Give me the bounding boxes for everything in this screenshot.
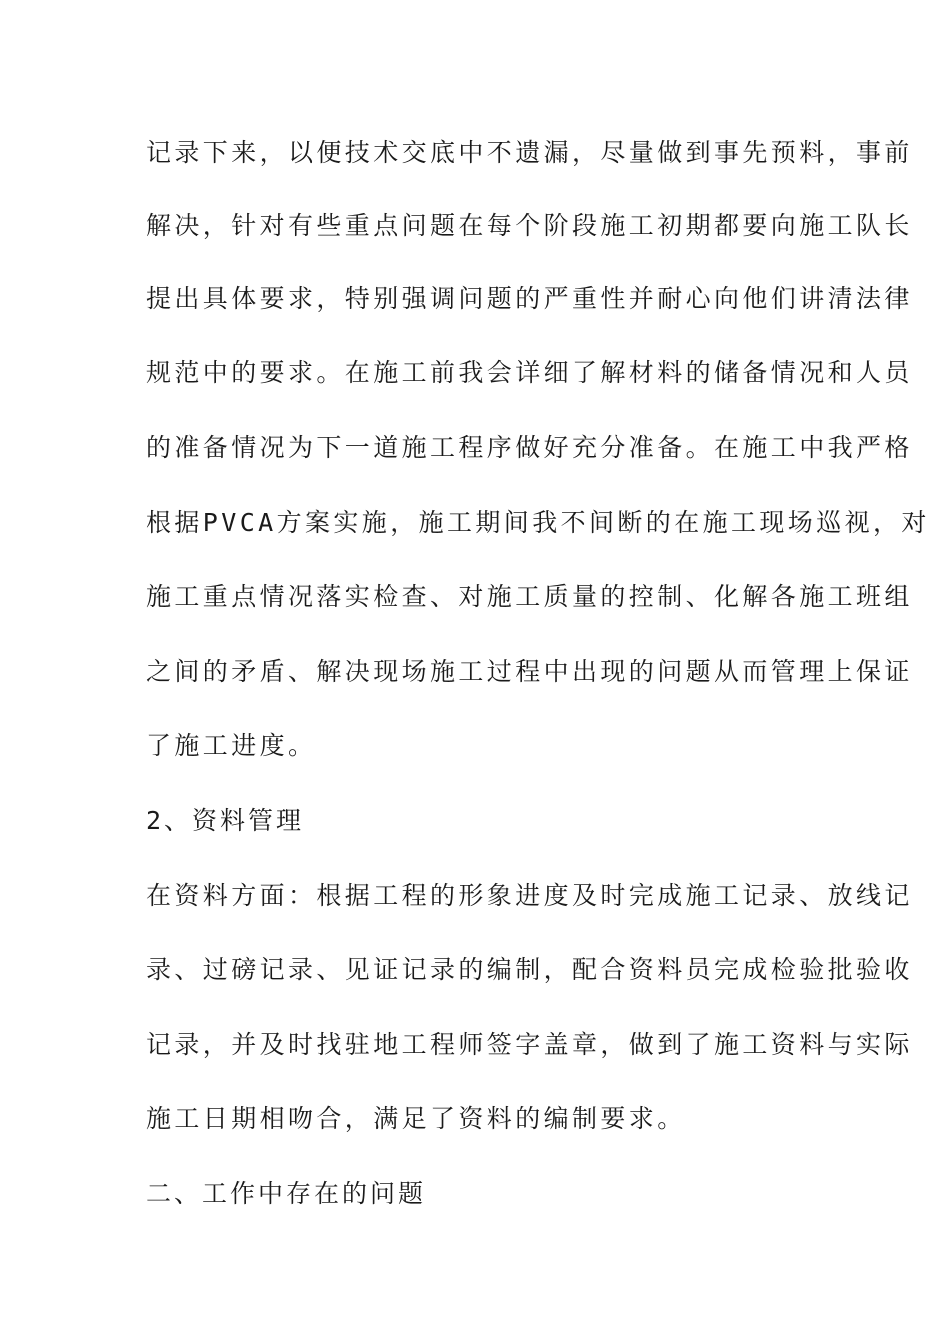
paragraph-line: 的准备情况为下一道施工程序做好充分准备。在施工中我严格 — [146, 433, 913, 462]
paragraph-line: 在资料方面：根据工程的形象进度及时完成施工记录、放线记 — [146, 881, 913, 910]
paragraph-line: 施工日期相吻合，满足了资料的编制要求。 — [146, 1104, 686, 1133]
paragraph-line: 之间的矛盾、解决现场施工过程中出现的问题从而管理上保证 — [146, 657, 913, 686]
paragraph-line: 录、过磅记录、见证记录的编制，配合资料员完成检验批验收 — [146, 955, 913, 984]
section-heading: 2、资料管理 — [146, 806, 305, 835]
paragraph-line: 记录下来，以便技术交底中不遗漏，尽量做到事先预料，事前 — [146, 138, 913, 167]
paragraph-line: 了施工进度。 — [146, 731, 317, 760]
paragraph-line: 施工重点情况落实检查、对施工质量的控制、化解各施工班组 — [146, 582, 913, 611]
paragraph-line: 规范中的要求。在施工前我会详细了解材料的储备情况和人员 — [146, 358, 913, 387]
part-heading: 二、工作中存在的问题 — [146, 1179, 427, 1208]
paragraph-line: 记录，并及时找驻地工程师签字盖章，做到了施工资料与实际 — [146, 1030, 913, 1059]
paragraph-line: 根据PVCA方案实施，施工期间我不间断的在施工现场巡视，对 — [146, 508, 930, 537]
paragraph-line: 提出具体要求，特别强调问题的严重性并耐心向他们讲清法律 — [146, 284, 913, 313]
paragraph-line: 解决，针对有些重点问题在每个阶段施工初期都要向施工队长 — [146, 211, 913, 240]
